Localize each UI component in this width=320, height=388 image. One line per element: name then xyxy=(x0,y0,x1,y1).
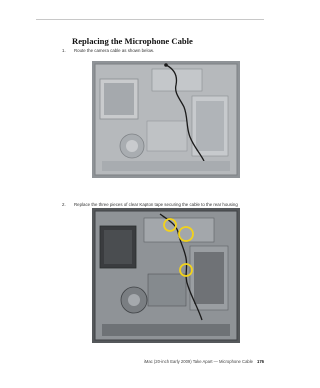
step-1-number: 1. xyxy=(62,48,66,53)
cable-routing-photo xyxy=(92,61,240,178)
page-title: Replacing the Microphone Cable xyxy=(72,36,193,46)
footer-text: iMac (20-inch Early 2009) Take Apart — Microphone Cable xyxy=(143,359,253,364)
step-2-text: Replace the three pieces of clear Kapton tape securing the cable to the rear housing xyxy=(74,202,238,207)
step-2-number: 2. xyxy=(62,202,66,207)
header-rule xyxy=(36,19,264,20)
kapton-tape-photo xyxy=(92,208,240,343)
page-number: 176 xyxy=(257,359,264,364)
page-footer xyxy=(144,359,264,364)
step-1-text: Route the camera cable as shown below. xyxy=(74,48,155,53)
